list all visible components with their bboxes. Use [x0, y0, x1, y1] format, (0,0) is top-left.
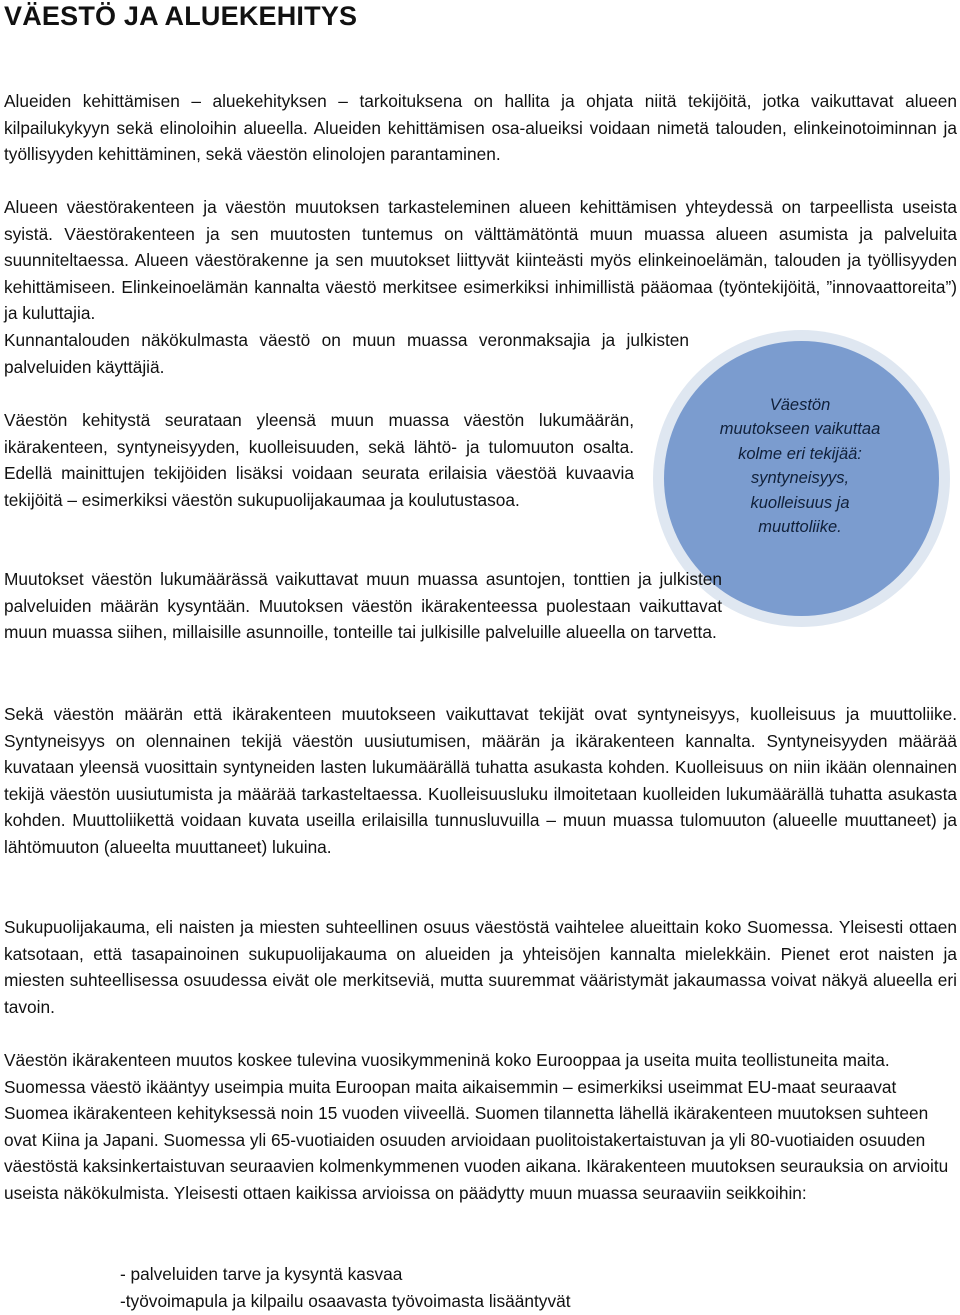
callout-text: [680, 393, 920, 539]
paragraph-aluekehitys: Alueiden kehittämisen – aluekehityksen – tarkoituksena on hallita ja ohjata niitä tekijöitä, jotka vaikuttavat alueen kilpailukykyyn sekä elinoloihin alueella. Alueiden kehittämisen osa-alueiksi voidaan nimetä talouden, elinkeinotoiminnan ja työllisyyden kehittäminen, sekä väestön elinolojen parantaminen.: [4, 91, 957, 165]
callout-line: Väestön: [769, 396, 831, 414]
paragraph-kehityksen-seuranta: Väestön kehitystä seurataan yleensä muun muassa väestön lukumäärän, ikärakenteen, syntyneisyyden, kuolleisuuden, sekä lähtö- ja tulomuuton osalta. Edellä mainittujen tekijöiden lisäksi voidaan seurata erilaisia väestöä kuvaavia tekijöitä – esimerkiksi väestön sukupuolijakaumaa ja koulutustasoa.: [4, 410, 634, 510]
paragraph-vaestorakenne: Alueen väestörakenteen ja väestön muutoksen tarkasteleminen alueen kehittämisen yhteydessä on tarpeellista useista syistä. Väestörakenteen ja sen muutosten tuntemus on välttämätöntä muun muassa alueen asumista ja palveluita suunniteltaessa. Alueen väestörakenne ja sen muutokset liittyvät kiinteästi myös elinkeinoelämän, talouden ja työllisyyden kehittämiseen. Elinkeinoelämän kannalta väestö merkitsee esimerkiksi inhimillistä pääomaa (työntekijöitä, ”innovaattoreita”) ja kuluttajia.: [4, 197, 957, 324]
paragraph-ikarakenteen-muutos: Väestön ikärakenteen muutos koskee tulevina vuosikymmeninä koko Eurooppaa ja useita muita teollistuneita maita. Suomessa väestö ikääntyy useimpia muita Euroopan maita aikaisemmin – esimerkiksi useimmat EU-maat seuraavat Suomea ikärakenteen kehityksessä noin 15 vuoden viiveellä. Suomen tilannetta lähellä ikärakenteen muutoksen suhteen ovat Kiina ja Japani. Suomessa yli 65-vuotiaiden osuuden arvioidaan puolitoistakertaistuvan ja yli 80-vuotiaiden osuuden väestöstä kaksinkertaistuvan seuraavien kolmenkymmenen vuoden aikana. Ikärakenteen muutoksen seurauksia on arvioitu useista näkökulmista. Yleisesti ottaen kaikissa arvioissa on päädytty muun muassa seuraaviin seikkoihin:: [4, 1050, 949, 1203]
list-item: -työvoimapula ja kilpailu osaavasta työvoimasta lisääntyvät: [120, 1291, 571, 1311]
list-item: - palveluiden tarve ja kysyntä kasvaa: [120, 1264, 403, 1284]
callout-line: muuttoliike.: [758, 518, 842, 537]
callout-line: syntyneisyys,: [750, 469, 850, 488]
paragraph-sukupuolijakauma: Sukupuolijakauma, eli naisten ja miesten suhteellinen osuus väestöstä vaihtelee alueittain koko Suomessa. Yleisesti ottaen katsotaan, että tasapainoinen sukupuolijakauma on alueiden ja yhteisöjen kannalta mielekkäin. Pienet erot naisten ja miesten suhteellisessa osuudessa eivät ole merkitseviä, mutta suuremmat vääristymät jakaumassa voivat näkyä alueella eri tavoin.: [4, 917, 957, 1017]
callout-line: muutokseen vaikuttaa: [719, 420, 881, 439]
callout-line: kolme eri tekijää:: [738, 444, 862, 463]
page-title: VÄESTÖ JA ALUEKEHITYS: [4, 1, 358, 31]
paragraph-kunnantalous: Kunnantalouden näkökulmasta väestö on muun muassa veronmaksajia ja julkisten palveluiden käyttäjiä.: [4, 330, 689, 377]
callout-line: kuolleisuus ja: [750, 493, 850, 512]
paragraph-muutostekijat: Sekä väestön määrän että ikärakenteen muutokseen vaikuttavat tekijät ovat syntyneisyys, kuolleisuus ja muuttoliike. Syntyneisyys on olennainen tekijä väestön uusiutumisen, määrän ja ikärakenteen kannalta. Syntyneisyyden määrää kuvataan yleensä vuosittain syntyneiden lasten lukumäärällä tuhatta asukasta kohden. Kuolleisuus on niin ikään olennainen tekijä väestön uusiutumista ja määrää tarkasteltaessa. Kuolleisuusluku ilmoitetaan kuolleiden lukumäärällä tuhatta asukasta kohden. Muuttoliikettä voidaan kuvata useilla erilaisilla tunnusluvuilla – muun muassa tulomuuton (alueelle muuttaneet) ja lähtömuuton (alueelta muuttaneet) lukuina.: [4, 704, 957, 857]
consequence-list: [120, 1261, 571, 1315]
paragraph-lukumaaran-muutokset: Muutokset väestön lukumäärässä vaikuttavat muun muassa asuntojen, tonttien ja julkisten palveluiden määrän kysyntään. Muutoksen väestön ikärakenteessa puolestaan vaikuttavat muun muassa siihen, millaisille asunnoille, tonteille tai julkisille palveluille alueella on tarvetta.: [4, 569, 722, 643]
